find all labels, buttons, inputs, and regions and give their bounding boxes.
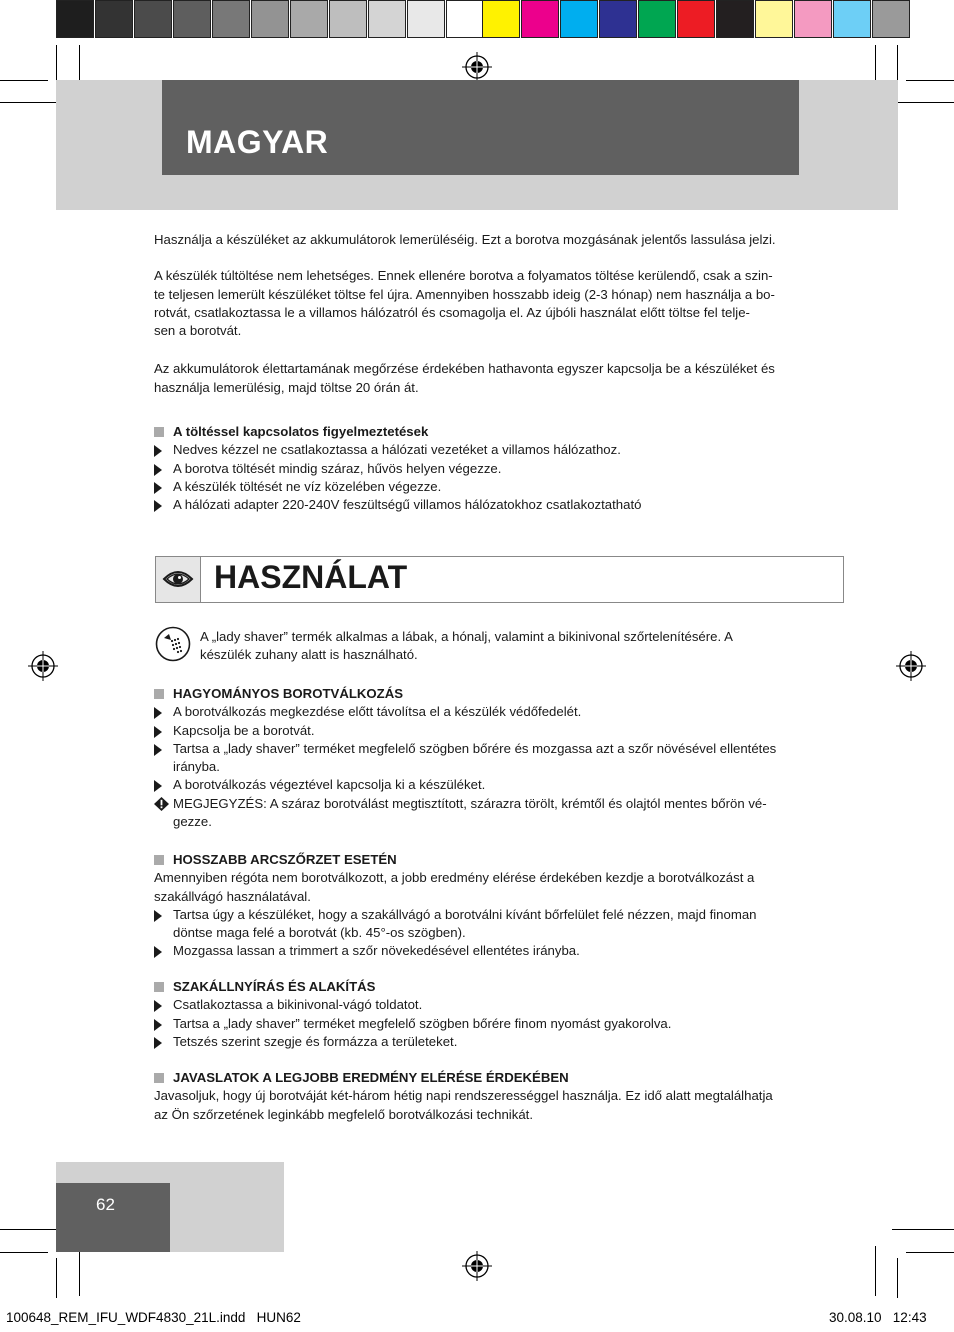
- color-swatch: [638, 0, 676, 38]
- color-swatch: [173, 0, 211, 38]
- page-number: 62: [96, 1195, 115, 1214]
- color-swatch: [755, 0, 793, 38]
- page-title: MAGYAR: [186, 124, 329, 160]
- color-swatch: [560, 0, 598, 38]
- grayscale-calibration-bar: [56, 0, 485, 38]
- usage-icon-cell: [156, 557, 201, 602]
- tips-text: Javasoljuk, hogy új borotváját két-három hétig napi rendszerességgel használja. Ez idő alatt megtalálhatja az Ön szőrzetének leginkább megfelelő borotválkozási technikát.: [154, 1088, 773, 1122]
- color-swatch: [95, 0, 133, 38]
- color-swatch: [833, 0, 871, 38]
- intro-paragraph-2: A készülék túltöltése nem lehetséges. Ennek ellenére borotva a folyamatos töltése kerülendő, csak a szin- te teljesen lemerült készüléket töltse fel újra. Amennyiben hosszabb ideig (2-3 hónap) nem használja a bo- rotvát, csatlakoztassa le a villamos hálózatról és csomagolja el. Az újbóli használat előtt töltse fel telje- sen a borotvát.: [154, 268, 775, 339]
- file-slug: 100648_REM_IFU_WDF4830_21L.indd HUN62: [6, 1310, 301, 1325]
- intro-paragraph-1: Használja a készüléket az akkumulátorok lemerüléséig. Ezt a borotva mozgásának jelentős lassulása jelzi.: [154, 232, 776, 247]
- language-title-box: [162, 80, 799, 175]
- color-swatch: [329, 0, 367, 38]
- color-calibration-bar: [482, 0, 911, 38]
- list-item: Nedves kézzel ne csatlakoztassa a hálózati vezetéket a villamos hálózathoz.: [154, 441, 844, 459]
- intro-paragraph-3: Az akkumulátorok élettartamának megőrzése érdekében hathavonta egyszer kapcsolja be a készüléket és használja lemerülésig, majd töltse 20 órán át.: [154, 361, 775, 395]
- usage-section-title: HASZNÁLAT: [214, 559, 408, 595]
- list-item: Csatlakoztassa a bikinivonal-vágó toldatot.: [154, 996, 844, 1014]
- color-swatch: [251, 0, 289, 38]
- traditional-shaving-section: [154, 685, 844, 831]
- longer-hair-section: [154, 851, 844, 961]
- page-number-box: [56, 1183, 170, 1252]
- color-swatch: [716, 0, 754, 38]
- shower-icon: [155, 626, 191, 662]
- registration-mark-icon: [462, 52, 492, 82]
- color-swatch: [134, 0, 172, 38]
- color-swatch: [56, 0, 94, 38]
- color-swatch: [407, 0, 445, 38]
- list-item: Tartsa a „lady shaver” terméket megfelelő szögben bőrére és mozgassa azt a szőr növésével ellentétes irányba.: [154, 740, 844, 777]
- usage-section-header: [155, 556, 844, 603]
- eye-icon: [156, 557, 200, 602]
- registration-mark-icon: [28, 651, 58, 681]
- intro-section: [154, 231, 844, 397]
- color-swatch: [794, 0, 832, 38]
- color-swatch: [368, 0, 406, 38]
- color-swatch: [872, 0, 910, 38]
- list-item: Kapcsolja be a borotvát.: [154, 722, 844, 740]
- color-swatch: [521, 0, 559, 38]
- color-swatch: [212, 0, 250, 38]
- warning-icon: [154, 797, 169, 811]
- list-item: A borotválkozás megkezdése előtt távolítsa el a készülék védőfedelét.: [154, 703, 844, 721]
- charging-warnings-heading: A töltéssel kapcsolatos figyelmeztetések: [154, 423, 844, 441]
- trimming-heading: SZAKÁLLNYÍRÁS ÉS ALAKÍTÁS: [154, 978, 844, 996]
- charging-warnings-section: [154, 423, 844, 514]
- color-swatch: [290, 0, 328, 38]
- longer-hair-intro: Amennyiben régóta nem borotválkozott, a jobb eredmény elérése érdekében kezdje a borotválkozást a szakállvágó használatával.: [154, 870, 755, 904]
- list-item: A borotva töltését mindig száraz, hűvös helyen végezze.: [154, 460, 844, 478]
- tips-heading: JAVASLATOK A LEGJOBB EREDMÉNY ELÉRÉSE ÉRDEKÉBEN: [154, 1069, 844, 1087]
- list-item: A készülék töltését ne víz közelében végezze.: [154, 478, 844, 496]
- list-item: A borotválkozás végeztével kapcsolja ki a készüléket.: [154, 776, 844, 794]
- color-swatch: [599, 0, 637, 38]
- list-item: Tartsa úgy a készüléket, hogy a szakállvágó a borotválni kívánt bőrfelület felé nézzen, majd finoman döntse maga felé a borotvát (kb. 45°-os szögben).: [154, 906, 844, 943]
- trimming-section: [154, 978, 844, 1051]
- registration-mark-icon: [896, 651, 926, 681]
- registration-mark-icon: [462, 1251, 492, 1281]
- traditional-shaving-heading: HAGYOMÁNYOS BOROTVÁLKOZÁS: [154, 685, 844, 703]
- list-item: A hálózati adapter 220-240V feszültségű villamos hálózatokhoz csatlakoztatható: [154, 496, 844, 514]
- list-item: Tetszés szerint szegje és formázza a területeket.: [154, 1033, 844, 1051]
- color-swatch: [482, 0, 520, 38]
- note-item: MEGJEGYZÉS: A száraz borotválást megtisztított, szárazra törölt, krémtől és olajtól mentes bőrön vé- gezze.: [154, 795, 844, 832]
- longer-hair-heading: HOSSZABB ARCSZŐRZET ESETÉN: [154, 851, 844, 869]
- tips-section: [154, 1069, 844, 1124]
- list-item: Tartsa a „lady shaver” terméket megfelelő szögben bőrére finom nyomást gyakorolva.: [154, 1015, 844, 1033]
- date-slug: 30.08.10 12:43: [829, 1310, 927, 1325]
- list-item: Mozgassa lassan a trimmert a szőr növekedésével ellentétes irányba.: [154, 942, 844, 960]
- color-swatch: [677, 0, 715, 38]
- shower-usage-text: A „lady shaver” termék alkalmas a lábak, a hónalj, valamint a bikinivonal szőrtelenítésére. A készülék zuhany alatt is használható.: [200, 629, 733, 663]
- color-swatch: [446, 0, 484, 38]
